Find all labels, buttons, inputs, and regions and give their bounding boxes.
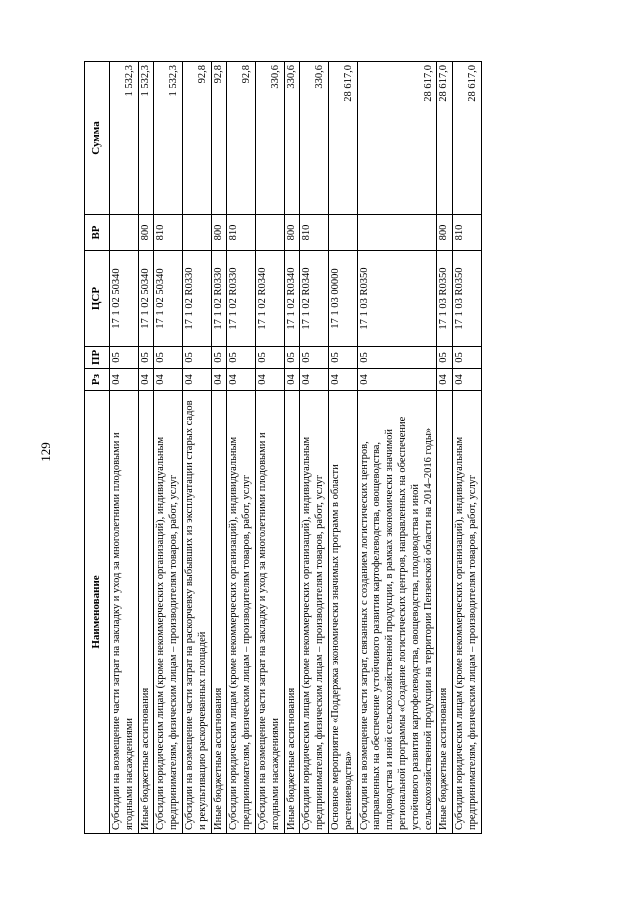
cell-csr: 17 1 02 R0330 (182, 251, 211, 347)
cell-csr: 17 1 02 R0340 (300, 251, 329, 347)
cell-name: Субсидии юридическим лицам (кроме некоммерческих организаций), индивидуальным предпринимателям, физическим лицам – производителям товаров, работ, услуг (154, 391, 183, 834)
cell-name: Иные бюджетные ассигнования (138, 391, 154, 834)
cell-csr: 17 1 02 50340 (154, 251, 183, 347)
table-row (357, 62, 437, 834)
header-name: Наименование (85, 391, 110, 834)
cell-csr: 17 1 02 R0330 (211, 251, 227, 347)
cell-rz: 04 (255, 369, 284, 391)
cell-pr: 05 (300, 347, 329, 369)
table-header-row (85, 62, 110, 834)
cell-rz: 04 (154, 369, 183, 391)
cell-vr (357, 215, 437, 251)
header-pr: ПР (85, 347, 110, 369)
header-rz: Рз (85, 369, 110, 391)
cell-name: Субсидии на возмещение части затрат, связанных с созданием логистических центров, направленных на обеспечение устойчивого развития картофелеводства, овощеводства, плодоводства и иной сельскохозяйственной продукции, в рамках экономически значимой региональной программы «Создание логистических центров, направленных на обеспечение устойчивого развития картофелеводства, овощеводства, плодоводства и иной сельскохозяйственной продукции на территории Пензенской области на 2014–2016 годы» (357, 391, 437, 834)
budget-table (84, 61, 482, 834)
cell-sum: 92,8 (182, 62, 211, 215)
header-csr: ЦСР (85, 251, 110, 347)
cell-rz: 04 (328, 369, 357, 391)
cell-csr: 17 1 02 50340 (110, 251, 139, 347)
cell-rz: 04 (284, 369, 300, 391)
table-row (154, 62, 183, 834)
table-row (284, 62, 300, 834)
cell-sum: 1 532,3 (110, 62, 139, 215)
table-row (138, 62, 154, 834)
cell-sum: 92,8 (211, 62, 227, 215)
cell-name: Иные бюджетные ассигнования (284, 391, 300, 834)
table-row (182, 62, 211, 834)
cell-vr: 800 (284, 215, 300, 251)
cell-pr: 05 (437, 347, 453, 369)
cell-csr: 17 1 03 R0350 (453, 251, 482, 347)
cell-vr: 800 (138, 215, 154, 251)
cell-pr: 05 (328, 347, 357, 369)
cell-rz: 04 (138, 369, 154, 391)
cell-csr: 17 1 02 R0340 (255, 251, 284, 347)
table-row (211, 62, 227, 834)
cell-pr: 05 (154, 347, 183, 369)
cell-sum: 330,6 (284, 62, 300, 215)
page-number: 129 (38, 442, 53, 462)
cell-rz: 04 (453, 369, 482, 391)
cell-vr (328, 215, 357, 251)
table-row (255, 62, 284, 834)
cell-vr: 810 (300, 215, 329, 251)
cell-sum: 28 617,0 (328, 62, 357, 215)
cell-rz: 04 (437, 369, 453, 391)
cell-rz: 04 (357, 369, 437, 391)
cell-sum: 28 617,0 (437, 62, 453, 215)
table-row (437, 62, 453, 834)
table-row (300, 62, 329, 834)
header-sum: Сумма (85, 62, 110, 215)
cell-pr: 05 (284, 347, 300, 369)
cell-name: Субсидии юридическим лицам (кроме некоммерческих организаций), индивидуальным предпринимателям, физическим лицам – производителям товаров, работ, услуг (300, 391, 329, 834)
cell-sum: 330,6 (300, 62, 329, 215)
cell-sum: 92,8 (227, 62, 256, 215)
cell-pr: 05 (255, 347, 284, 369)
cell-csr: 17 1 03 00000 (328, 251, 357, 347)
cell-name: Субсидии на возмещение части затрат на закладку и уход за многолетними плодовыми и ягодными насаждениями (110, 391, 139, 834)
cell-vr (255, 215, 284, 251)
cell-vr (110, 215, 139, 251)
cell-name: Субсидии юридическим лицам (кроме некоммерческих организаций), индивидуальным предпринимателям, физическим лицам – производителям товаров, работ, услуг (227, 391, 256, 834)
cell-rz: 04 (211, 369, 227, 391)
table-row (110, 62, 139, 834)
cell-sum: 28 617,0 (453, 62, 482, 215)
cell-csr: 17 1 02 R0330 (227, 251, 256, 347)
cell-rz: 04 (110, 369, 139, 391)
cell-vr: 800 (211, 215, 227, 251)
cell-sum: 1 532,3 (154, 62, 183, 215)
cell-sum: 28 617,0 (357, 62, 437, 215)
table-row (227, 62, 256, 834)
cell-csr: 17 1 03 R0350 (437, 251, 453, 347)
cell-pr: 05 (357, 347, 437, 369)
cell-pr: 05 (182, 347, 211, 369)
cell-vr: 810 (154, 215, 183, 251)
cell-name: Основное мероприятие «Поддержка экономически значимых программ в области растениеводства» (328, 391, 357, 834)
cell-name: Субсидии на возмещение части затрат на закладку и уход за многолетними плодовыми и ягодными насаждениями (255, 391, 284, 834)
cell-pr: 05 (211, 347, 227, 369)
cell-sum: 330,6 (255, 62, 284, 215)
cell-pr: 05 (138, 347, 154, 369)
cell-pr: 05 (453, 347, 482, 369)
cell-csr: 17 1 02 50340 (138, 251, 154, 347)
cell-vr: 800 (437, 215, 453, 251)
cell-csr: 17 1 03 R0350 (357, 251, 437, 347)
cell-csr: 17 1 02 R0340 (284, 251, 300, 347)
header-vr: ВР (85, 215, 110, 251)
cell-sum: 1 532,3 (138, 62, 154, 215)
table-row (453, 62, 482, 834)
cell-name: Иные бюджетные ассигнования (437, 391, 453, 834)
cell-pr: 05 (110, 347, 139, 369)
cell-vr (182, 215, 211, 251)
cell-rz: 04 (182, 369, 211, 391)
cell-vr: 810 (227, 215, 256, 251)
cell-rz: 04 (300, 369, 329, 391)
table-row (328, 62, 357, 834)
cell-pr: 05 (227, 347, 256, 369)
cell-name: Субсидии юридическим лицам (кроме некоммерческих организаций), индивидуальным предпринимателям, физическим лицам – производителям товаров, работ, услуг (453, 391, 482, 834)
cell-rz: 04 (227, 369, 256, 391)
rotated-table-wrapper (84, 62, 562, 834)
cell-vr: 810 (453, 215, 482, 251)
cell-name: Субсидии на возмещение части затрат на раскорчевку выбывших из эксплуатации старых садов и рекультивацию раскорчеванных площадей (182, 391, 211, 834)
cell-name: Иные бюджетные ассигнования (211, 391, 227, 834)
